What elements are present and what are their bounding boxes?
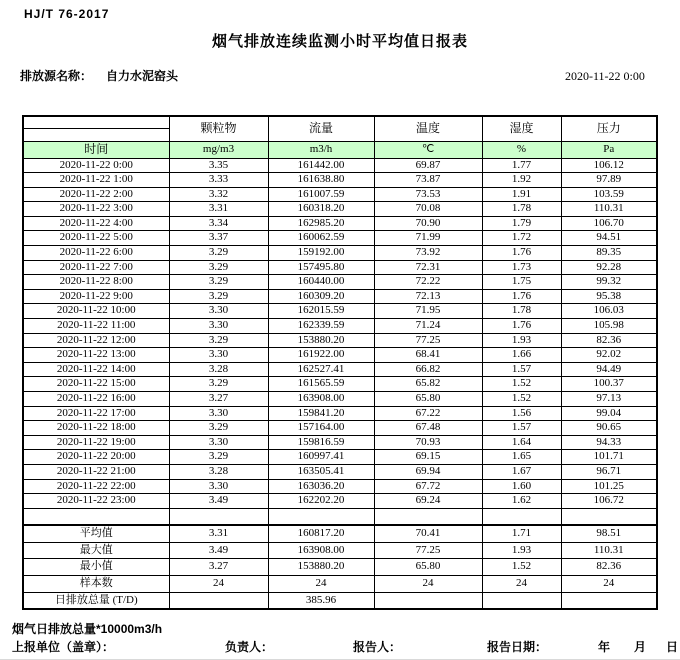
value-cell: 3.28 [169,464,268,479]
value-cell: 1.79 [482,216,561,231]
table-row [23,392,657,407]
value-cell: 95.38 [561,289,657,304]
corner-cell-top [23,116,169,128]
value-cell: 160440.00 [268,275,374,290]
summary-value-cell: 24 [268,576,374,593]
value-cell: 69.94 [374,464,482,479]
value-cell: 94.33 [561,435,657,450]
table-row [23,173,657,188]
value-cell: 162985.20 [268,216,374,231]
value-cell: 106.03 [561,304,657,319]
col-header-temperature: 温度 [374,116,482,141]
unit-cell-particulate: mg/m3 [169,141,268,158]
separator-row [23,508,657,525]
time-cell: 2020-11-22 9:00 [23,289,169,304]
emission-source-label: 排放源名称： [20,69,93,83]
value-cell: 3.29 [169,450,268,465]
table-row [23,216,657,231]
day-label: 日 [666,640,679,654]
table-row [23,246,657,261]
value-cell: 1.76 [482,319,561,334]
summary-value-cell: 24 [169,576,268,593]
value-cell: 1.72 [482,231,561,246]
value-cell: 3.29 [169,289,268,304]
table-row [23,275,657,290]
value-cell: 96.71 [561,464,657,479]
summary-row [23,559,657,576]
time-cell: 2020-11-22 16:00 [23,392,169,407]
table-row [23,479,657,494]
value-cell: 97.13 [561,392,657,407]
value-cell: 101.25 [561,479,657,494]
summary-row [23,525,657,542]
table-row [23,231,657,246]
unit-cell-humidity: % [482,141,561,158]
value-cell: 3.29 [169,333,268,348]
time-cell: 2020-11-22 7:00 [23,260,169,275]
value-cell: 72.22 [374,275,482,290]
value-cell: 99.32 [561,275,657,290]
value-cell: 1.66 [482,348,561,363]
summary-label-cell: 最小值 [23,559,169,576]
value-cell: 3.35 [169,158,268,173]
value-cell: 1.56 [482,406,561,421]
standard-code: HJ/T 76-2017 [24,7,110,21]
summary-label-cell: 平均值 [23,525,169,542]
summary-label-cell: 样本数 [23,576,169,593]
value-cell: 71.99 [374,231,482,246]
value-cell: 3.30 [169,304,268,319]
unit-cell-pressure: Pa [561,141,657,158]
value-cell: 106.72 [561,494,657,509]
table-row [23,319,657,334]
value-cell: 1.77 [482,158,561,173]
value-cell: 89.35 [561,246,657,261]
summary-value-cell: 98.51 [561,525,657,542]
reporter-label: 报告人： [353,640,402,654]
value-cell: 103.59 [561,187,657,202]
table-row [23,158,657,173]
value-cell: 163505.41 [268,464,374,479]
summary-value-cell [169,592,268,609]
summary-value-cell: 110.31 [561,542,657,559]
summary-value-cell: 65.80 [374,559,482,576]
value-cell: 73.87 [374,173,482,188]
time-cell: 2020-11-22 4:00 [23,216,169,231]
time-cell: 2020-11-22 5:00 [23,231,169,246]
summary-value-cell: 1.71 [482,525,561,542]
summary-value-cell [374,592,482,609]
summary-value-cell [482,592,561,609]
value-cell: 105.98 [561,319,657,334]
report-unit-label: 上报单位（盖章）： [12,640,115,654]
value-cell: 1.73 [482,260,561,275]
summary-value-cell: 3.27 [169,559,268,576]
time-cell: 2020-11-22 14:00 [23,362,169,377]
corner-cell-bottom [23,128,169,141]
time-cell: 2020-11-22 22:00 [23,479,169,494]
month-label: 月 [634,640,647,654]
time-cell: 2020-11-22 2:00 [23,187,169,202]
value-cell: 1.67 [482,464,561,479]
value-cell: 1.60 [482,479,561,494]
value-cell: 1.57 [482,362,561,377]
value-cell: 3.32 [169,187,268,202]
summary-value-cell [561,592,657,609]
summary-value-cell: 153880.20 [268,559,374,576]
value-cell: 70.90 [374,216,482,231]
time-cell: 2020-11-22 3:00 [23,202,169,217]
value-cell: 73.92 [374,246,482,261]
header-row-1 [23,116,657,128]
time-cell: 2020-11-22 23:00 [23,494,169,509]
value-cell: 160062.59 [268,231,374,246]
value-cell: 157495.80 [268,260,374,275]
time-cell: 2020-11-22 15:00 [23,377,169,392]
value-cell: 3.30 [169,479,268,494]
data-rows [23,158,657,508]
summary-value-cell: 82.36 [561,559,657,576]
unit-cell-flow: m3/h [268,141,374,158]
value-cell: 3.49 [169,494,268,509]
summary-value-cell: 24 [374,576,482,593]
value-cell: 1.57 [482,421,561,436]
time-cell: 2020-11-22 20:00 [23,450,169,465]
value-cell: 162202.20 [268,494,374,509]
summary-value-cell: 163908.00 [268,542,374,559]
summary-value-cell: 160817.20 [268,525,374,542]
value-cell: 162527.41 [268,362,374,377]
emission-source-name: 自力水泥窑头 [106,69,179,83]
summary-row [23,542,657,559]
hourly-report-table [22,115,658,610]
value-cell: 3.33 [169,173,268,188]
summary-value-cell: 3.49 [169,542,268,559]
signature-row [0,638,680,654]
value-cell: 73.53 [374,187,482,202]
table-row [23,494,657,509]
value-cell: 1.65 [482,450,561,465]
value-cell: 100.37 [561,377,657,392]
summary-value-cell: 77.25 [374,542,482,559]
summary-value-cell: 24 [561,576,657,593]
col-header-pressure: 压力 [561,116,657,141]
summary-value-cell: 1.93 [482,542,561,559]
summary-value-cell: 1.52 [482,559,561,576]
time-header-cell: 时间 [23,141,169,158]
time-cell: 2020-11-22 10:00 [23,304,169,319]
value-cell: 65.80 [374,392,482,407]
value-cell: 163908.00 [268,392,374,407]
value-cell: 3.30 [169,435,268,450]
value-cell: 110.31 [561,202,657,217]
table-row [23,304,657,319]
value-cell: 70.93 [374,435,482,450]
table-row [23,362,657,377]
value-cell: 1.52 [482,392,561,407]
value-cell: 3.30 [169,348,268,363]
time-cell: 2020-11-22 11:00 [23,319,169,334]
table-row [23,450,657,465]
value-cell: 1.76 [482,246,561,261]
col-header-flow: 流量 [268,116,374,141]
summary-value-cell: 70.41 [374,525,482,542]
value-cell: 159841.20 [268,406,374,421]
summary-value-cell: 3.31 [169,525,268,542]
value-cell: 3.29 [169,260,268,275]
value-cell: 163036.20 [268,479,374,494]
col-header-humidity: 湿度 [482,116,561,141]
value-cell: 94.49 [561,362,657,377]
value-cell: 1.91 [482,187,561,202]
value-cell: 3.29 [169,275,268,290]
value-cell: 1.78 [482,304,561,319]
total-emission-note: 烟气日排放总量*10000m3/h [12,622,163,636]
summary-row [23,592,657,609]
time-cell: 2020-11-22 8:00 [23,275,169,290]
value-cell: 101.71 [561,450,657,465]
time-cell: 2020-11-22 19:00 [23,435,169,450]
separator-section [23,508,657,525]
value-cell: 68.41 [374,348,482,363]
table-header [23,116,657,158]
table-row [23,421,657,436]
value-cell: 1.64 [482,435,561,450]
value-cell: 69.15 [374,450,482,465]
value-cell: 161007.59 [268,187,374,202]
value-cell: 77.25 [374,333,482,348]
value-cell: 162015.59 [268,304,374,319]
value-cell: 161638.80 [268,173,374,188]
table-row [23,348,657,363]
value-cell: 92.28 [561,260,657,275]
value-cell: 3.30 [169,406,268,421]
value-cell: 3.29 [169,421,268,436]
value-cell: 92.02 [561,348,657,363]
value-cell: 106.70 [561,216,657,231]
table-row [23,187,657,202]
table-row [23,406,657,421]
unit-cell-temperature: ℃ [374,141,482,158]
time-cell: 2020-11-22 17:00 [23,406,169,421]
table-row [23,260,657,275]
time-cell: 2020-11-22 1:00 [23,173,169,188]
time-cell: 2020-11-22 18:00 [23,421,169,436]
summary-label-cell: 最大值 [23,542,169,559]
value-cell: 72.13 [374,289,482,304]
value-cell: 90.65 [561,421,657,436]
time-cell: 2020-11-22 13:00 [23,348,169,363]
value-cell: 3.29 [169,246,268,261]
value-cell: 82.36 [561,333,657,348]
value-cell: 70.08 [374,202,482,217]
value-cell: 71.95 [374,304,482,319]
summary-row [23,576,657,593]
value-cell: 71.24 [374,319,482,334]
value-cell: 160997.41 [268,450,374,465]
summary-value-cell: 385.96 [268,592,374,609]
value-cell: 94.51 [561,231,657,246]
value-cell: 72.31 [374,260,482,275]
table-row [23,202,657,217]
value-cell: 97.89 [561,173,657,188]
value-cell: 1.76 [482,289,561,304]
value-cell: 67.72 [374,479,482,494]
time-cell: 2020-11-22 0:00 [23,158,169,173]
value-cell: 1.93 [482,333,561,348]
value-cell: 65.82 [374,377,482,392]
value-cell: 3.29 [169,377,268,392]
value-cell: 159816.59 [268,435,374,450]
value-cell: 162339.59 [268,319,374,334]
value-cell: 153880.20 [268,333,374,348]
value-cell: 161922.00 [268,348,374,363]
value-cell: 3.37 [169,231,268,246]
time-cell: 2020-11-22 6:00 [23,246,169,261]
value-cell: 1.52 [482,377,561,392]
report-date-label: 报告日期： [487,640,548,654]
value-cell: 66.82 [374,362,482,377]
table-row [23,289,657,304]
report-datetime: 2020-11-22 0:00 [565,69,645,83]
value-cell: 1.75 [482,275,561,290]
summary-label-cell: 日排放总量 (T/D) [23,592,169,609]
value-cell: 67.48 [374,421,482,436]
emission-source [20,67,178,84]
value-cell: 3.30 [169,319,268,334]
value-cell: 106.12 [561,158,657,173]
value-cell: 69.87 [374,158,482,173]
value-cell: 160318.20 [268,202,374,217]
value-cell: 69.24 [374,494,482,509]
value-cell: 3.34 [169,216,268,231]
value-cell: 157164.00 [268,421,374,436]
table-row [23,435,657,450]
value-cell: 1.62 [482,494,561,509]
summary-value-cell: 24 [482,576,561,593]
value-cell: 160309.20 [268,289,374,304]
value-cell: 159192.00 [268,246,374,261]
summary-rows [23,525,657,609]
value-cell: 3.31 [169,202,268,217]
value-cell: 99.04 [561,406,657,421]
value-cell: 67.22 [374,406,482,421]
time-cell: 2020-11-22 12:00 [23,333,169,348]
table-row [23,333,657,348]
value-cell: 3.27 [169,392,268,407]
table-row [23,464,657,479]
year-label: 年 [598,640,611,654]
page-title: 烟气排放连续监测小时平均值日报表 [211,33,468,50]
col-header-particulate: 颗粒物 [169,116,268,141]
time-cell: 2020-11-22 21:00 [23,464,169,479]
value-cell: 1.92 [482,173,561,188]
responsible-person-label: 负责人： [225,640,274,654]
value-cell: 161442.00 [268,158,374,173]
value-cell: 161565.59 [268,377,374,392]
value-cell: 3.28 [169,362,268,377]
value-cell: 1.78 [482,202,561,217]
table-row [23,377,657,392]
units-row [23,141,657,158]
